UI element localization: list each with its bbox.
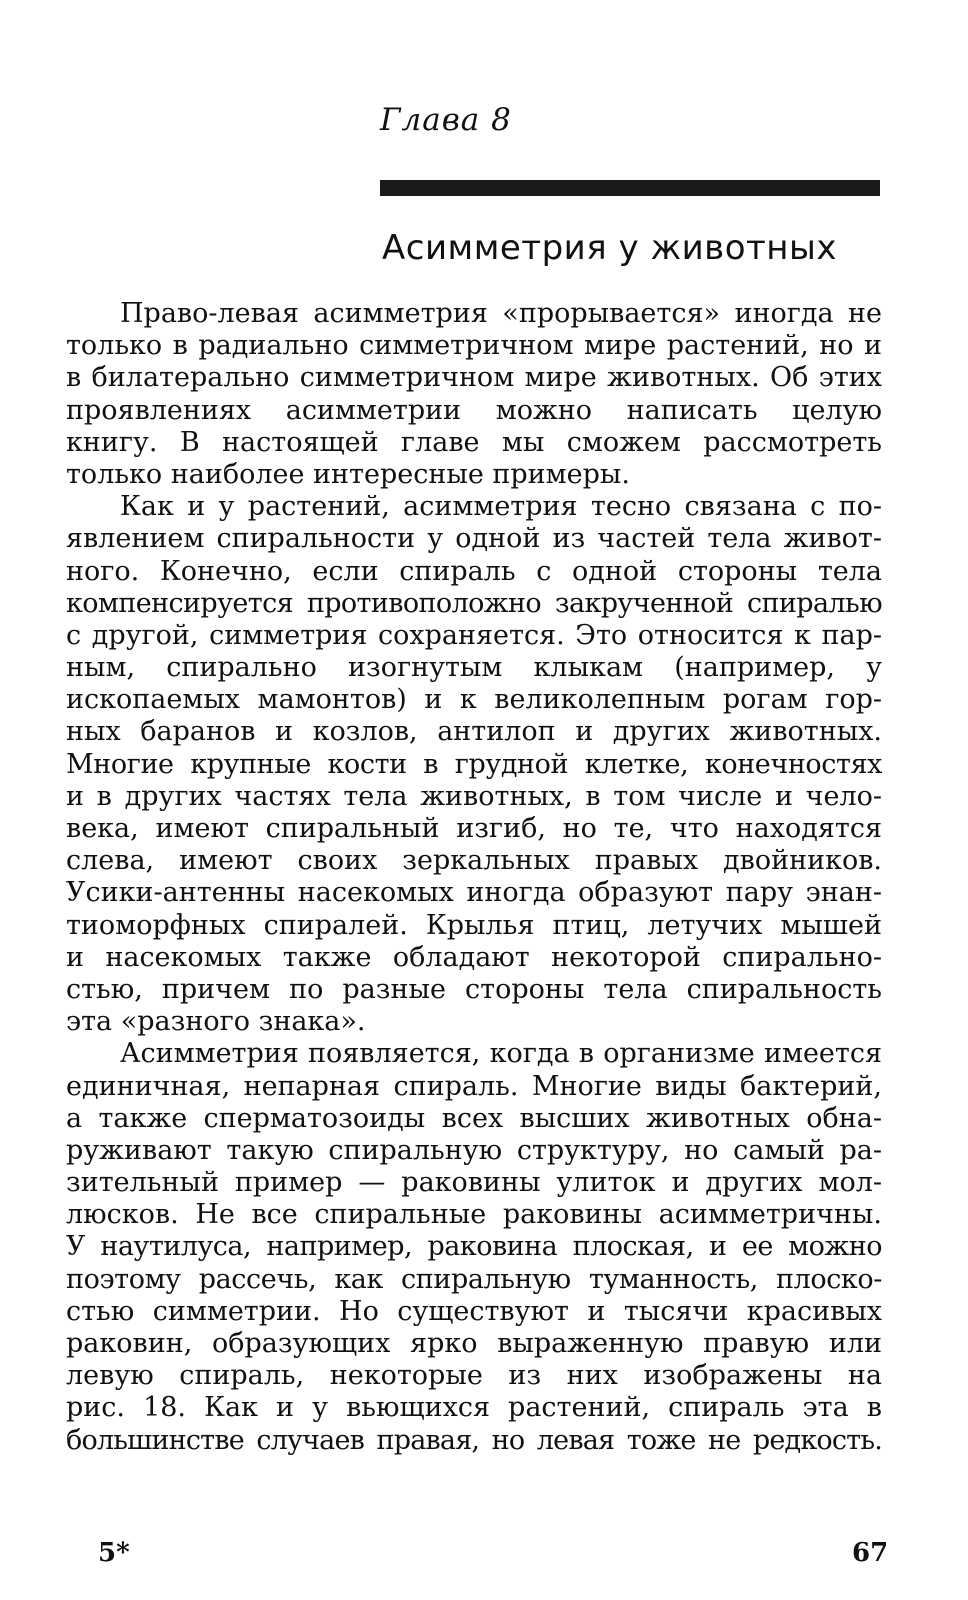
text-line: раковин, образующих ярко выраженную правую или [66,1328,882,1359]
text-line: большинстве случаев правая, но левая тоже не редкость. [66,1424,882,1456]
text-line: а также сперматозоиды всех высших животных обна- [66,1102,882,1134]
text-line: зительный пример — раковины улиток и других мол- [66,1167,882,1199]
text-line: ископаемых мамонтов) и к великолепным рогам гор- [66,684,882,716]
text-line: проявлениях асимметрии можно написать целую [66,394,882,426]
text-line: с другой, симметрия сохраняется. Это относится к пар- [66,619,882,651]
text-line: в билатерально симметричном мире животных. Об этих [66,362,882,394]
text-line: тиоморфных спиралей. Крылья птиц, летучих мышей [66,909,882,941]
chapter-label: Глава 8 [380,102,512,138]
text-line: руживают такую спиральную структуру, но самый ра- [66,1134,882,1166]
text-line: люсков. Не все спиральные раковины асимметричны. [66,1199,882,1231]
text-line: единичная, непарная спираль. Многие виды бактерий, [66,1070,882,1102]
text-line: Многие крупные кости в грудной клетке, конечностях [66,748,882,780]
text-line: и насекомых также обладают некоторой спирально- [66,941,882,973]
text-line: явлением спиральности у одной из частей тела живот- [66,523,882,555]
text-line: стью, причем по разные стороны тела спиральность [66,973,882,1005]
text-line: книгу. В настоящей главе мы сможем рассмотреть [66,426,882,458]
text-line: ным, спирально изогнутым клыкам (например, у [66,652,882,684]
text-line: ных баранов и козлов, антилоп и других животных. [66,716,882,748]
text-line: У наутилуса, например, раковина плоская, и ее можно [66,1231,882,1263]
text-line: стью симметрии. Но существуют и тысячи красивых [66,1295,882,1327]
text-line: и в других частях тела животных, в том числе и чело- [66,780,882,812]
page-number: 67 [852,1538,889,1568]
body-text [66,298,882,1457]
text-line: рис. 18. Как и у вьющихся растений, спираль эта в [66,1392,882,1424]
text-line: ного. Конечно, если спираль с одной стороны тела [66,555,882,587]
text-line: Асимметрия появляется, когда в организме имеется [120,1038,882,1070]
chapter-title: Асимметрия у животных [382,228,838,268]
signature-mark: 5* [98,1538,130,1568]
text-line: слева, имеют своих зеркальных правых двойников. [66,845,882,877]
chapter-rule [380,180,880,196]
text-line: поэтому рассечь, как спиральную туманность, плоско- [66,1263,882,1295]
text-line: эта «разного знака». [66,1006,366,1038]
text-line: компенсируется противоположно закрученной спиралью [66,587,882,619]
text-line: только в радиально симметричном мире растений, но и [66,330,882,362]
text-line: левую спираль, некоторые из них изображены на [66,1360,882,1392]
text-line: Усики-антенны насекомых иногда образуют пару энан- [66,877,882,909]
text-line: века, имеют спиральный изгиб, но те, что находятся [66,813,882,844]
text-line: Право-левая асимметрия «прорывается» иногда не [120,298,882,329]
text-line: Как и у растений, асимметрия тесно связана с по- [120,491,882,523]
text-line: только наиболее интересные примеры. [66,458,630,490]
